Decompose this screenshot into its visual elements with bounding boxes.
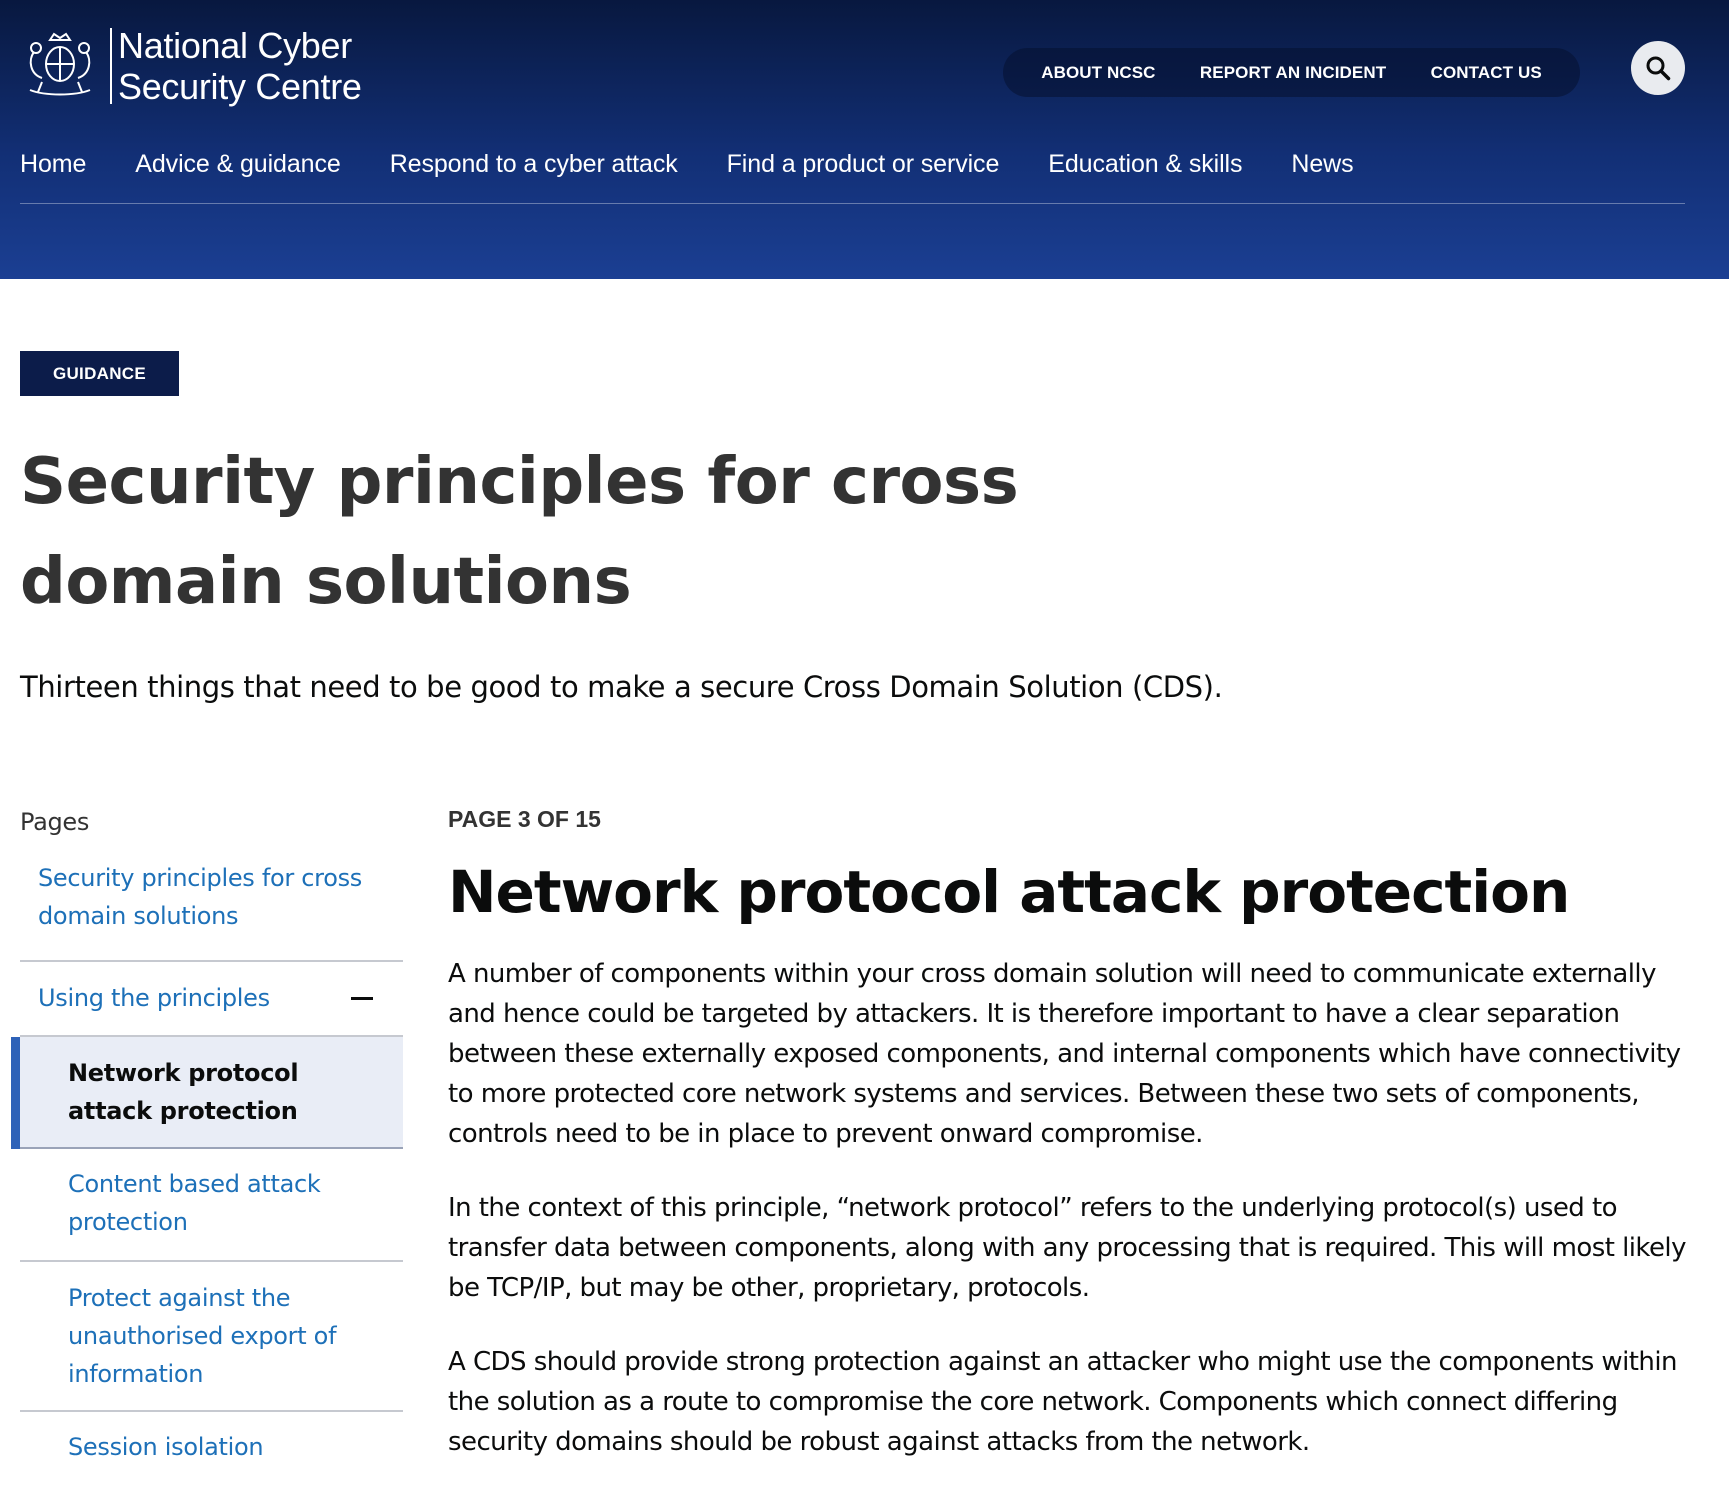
body-paragraph: A number of components within your cross domain solution will need to communicate externally and hence could be targeted by attackers. It is therefore important to have a clear separation between these externally exposed components, and internal components which have connectivity to more protected core network systems and services. Between these two sets of components, controls need to be in place to prevent onward compromise. xyxy=(448,959,1681,1149)
sidebar-item-using-principles[interactable] xyxy=(20,962,403,1037)
nav-find-product-service[interactable]: Find a product or service xyxy=(726,150,1000,178)
sidebar-heading: Pages xyxy=(20,808,90,836)
sidebar-item-label: Protect against the unauthorised export of information xyxy=(68,1284,337,1388)
section-title: Network protocol attack protection xyxy=(448,858,1570,926)
utility-nav xyxy=(1003,48,1580,97)
ncsc-logo[interactable] xyxy=(20,25,362,107)
page-counter: PAGE 3 OF 15 xyxy=(448,806,601,832)
main-content xyxy=(448,800,1688,1496)
search-button[interactable] xyxy=(1631,41,1685,95)
logo-line-1: National Cyber xyxy=(118,25,352,66)
sidebar-item-unauthorised-export[interactable] xyxy=(20,1262,403,1412)
sidebar-item-label: Security principles for cross domain solutions xyxy=(38,864,362,930)
nav-advice-guidance[interactable]: Advice & guidance xyxy=(135,150,341,178)
royal-crest-icon xyxy=(20,30,100,102)
sidebar-item-session-isolation[interactable] xyxy=(20,1412,403,1472)
about-ncsc-link[interactable]: ABOUT NCSC xyxy=(1041,62,1156,82)
sidebar-item-label: Content based attack protection xyxy=(68,1170,321,1236)
report-incident-link[interactable]: REPORT AN INCIDENT xyxy=(1199,62,1387,82)
main-nav xyxy=(20,150,1403,179)
search-icon xyxy=(1645,55,1671,81)
collapse-minus-icon[interactable] xyxy=(351,997,373,1000)
sidebar-item-security-principles[interactable] xyxy=(20,859,403,962)
sidebar-item-network-protocol-active[interactable] xyxy=(20,1037,403,1149)
page-summary: Thirteen things that need to be good to make a secure Cross Domain Solution (CDS). xyxy=(20,670,1223,704)
contact-us-link[interactable]: CONTACT US xyxy=(1430,62,1542,82)
sidebar-item-label: Using the principles xyxy=(38,984,270,1012)
logo-divider xyxy=(110,28,112,104)
sidebar-item-label: Network protocol attack protection xyxy=(68,1059,299,1125)
pages-sidebar xyxy=(20,800,403,1472)
site-header xyxy=(0,0,1729,279)
nav-respond-cyber-attack[interactable]: Respond to a cyber attack xyxy=(389,150,678,178)
body-paragraph: A CDS should provide strong protection against an attacker who might use the components within the solution as a route to compromise the core network. Components which connect differing security domains should be robust against attacks from the network. xyxy=(448,1347,1677,1457)
page-title: Security principles for cross domain solutions xyxy=(20,445,1019,619)
nav-education-skills[interactable]: Education & skills xyxy=(1048,150,1243,178)
nav-news[interactable]: News xyxy=(1291,150,1354,178)
logo-line-2: Security Centre xyxy=(118,66,362,107)
sidebar-item-content-based[interactable] xyxy=(20,1149,403,1262)
guidance-badge: GUIDANCE xyxy=(20,351,179,396)
sidebar-item-label: Session isolation xyxy=(68,1433,264,1461)
logo-wordmark xyxy=(118,25,362,107)
nav-divider xyxy=(20,203,1685,204)
body-paragraph: In the context of this principle, “network protocol” refers to the underlying protocol(s) used to transfer data between components, along with any processing that is required. This will most likely be TCP/IP, but may be other, proprietary, protocols. xyxy=(448,1193,1686,1303)
nav-home[interactable]: Home xyxy=(20,150,87,178)
